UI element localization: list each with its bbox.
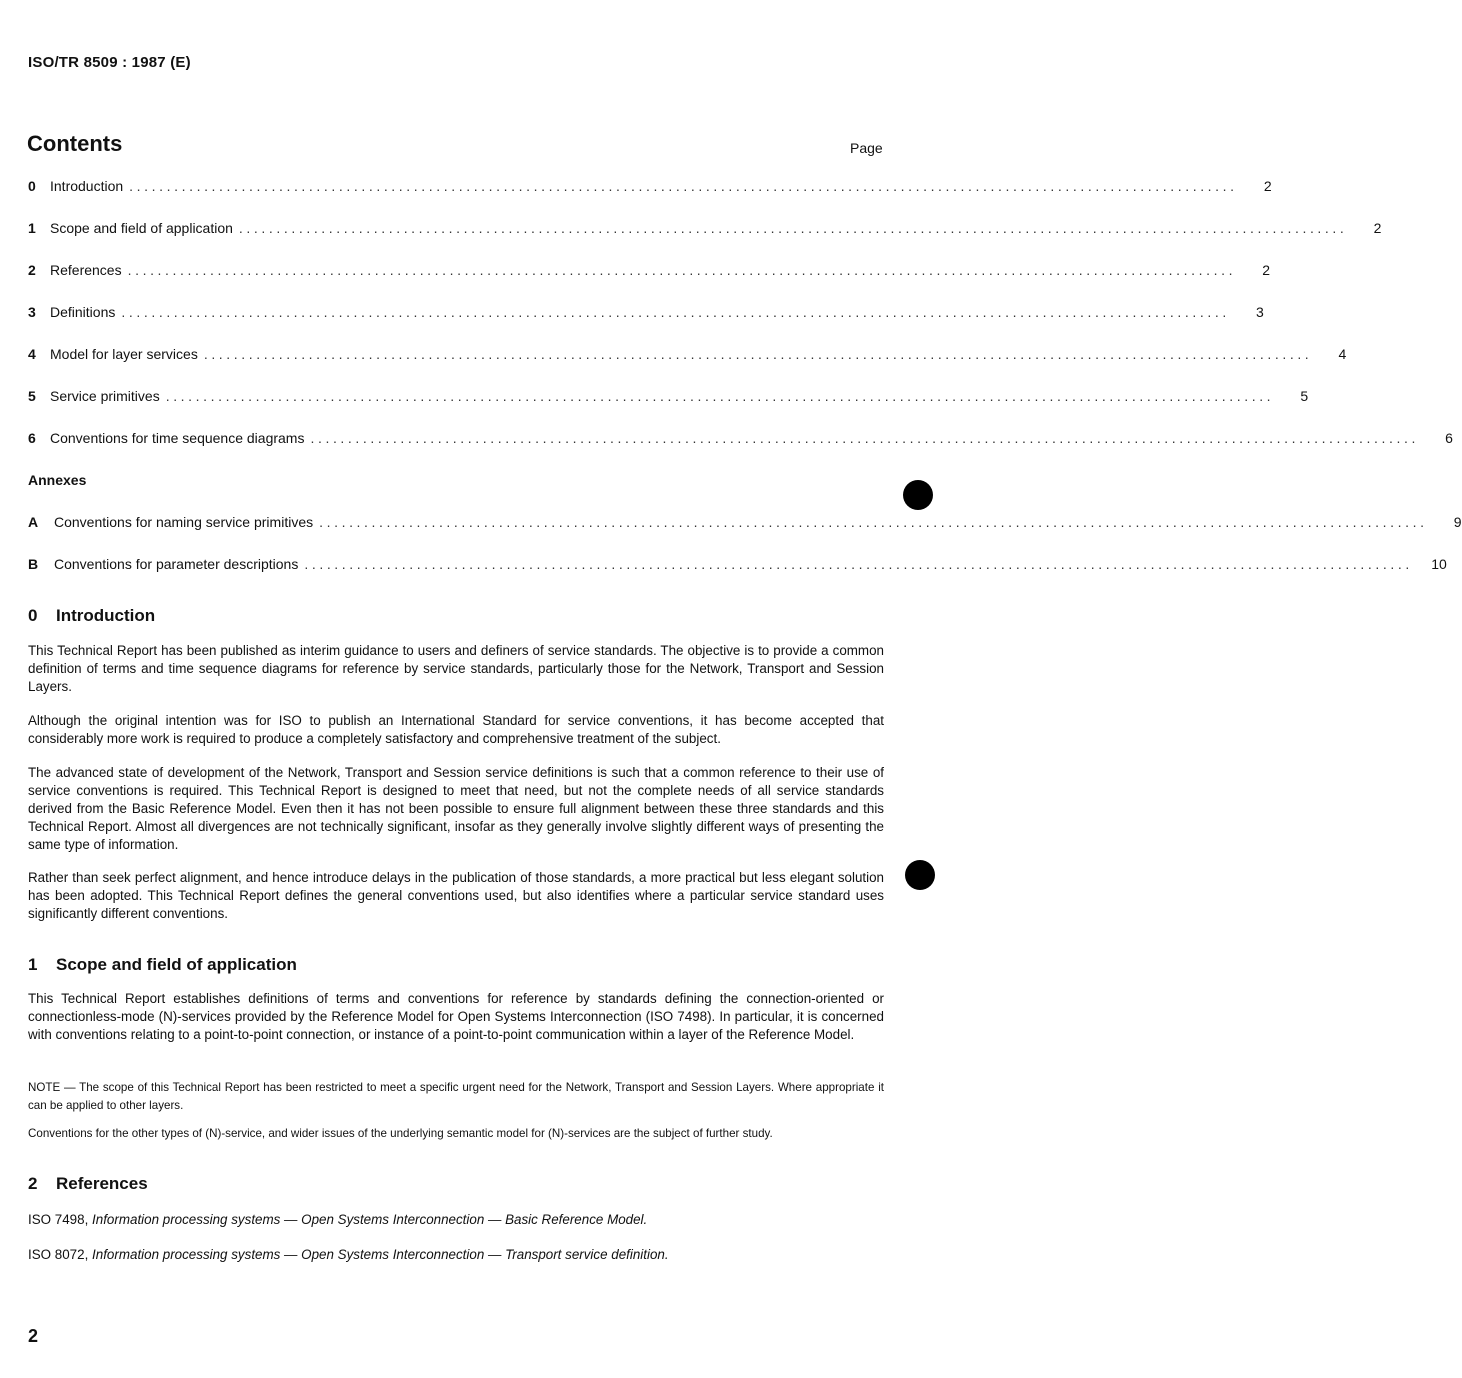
scope-paragraph: This Technical Report establishes definitions of terms and conventions for reference by standards defining the connection-oriented or connectionless-mode (N)-services provided by the Reference Model for Open Systems Interconnection (ISO 7498). In particular, it is concerned with conventions relating to a point-to-point connection, or instance of a point-to-point communication within a layer of the Reference Model. (28, 991, 884, 1042)
scope-note: NOTE — The scope of this Technical Report has been restricted to meet a specific urgent need for the Network, Transport and Session Layers. Where appropriate it can be applied to other layers. (28, 1081, 884, 1112)
section-title: Scope and field of application (56, 955, 297, 974)
toc-item-scope[interactable] (28, 220, 1382, 262)
toc-item-title: Scope and field of application (50, 220, 233, 236)
toc-annex-letter: B (28, 556, 39, 572)
toc-annex-page: 10 (1431, 556, 1447, 572)
toc-item-number: 1 (28, 220, 36, 236)
toc-annex-b[interactable] (28, 556, 1447, 598)
toc-annex-title: Conventions for parameter descriptions (54, 556, 299, 572)
toc-item-definitions[interactable] (28, 304, 1264, 346)
toc-leader-dots: .................................................................................................................................................... (238, 220, 1348, 236)
toc-leader-dots: .................................................................................................................................................... (304, 556, 1413, 572)
page-number: 2 (28, 1326, 39, 1346)
toc-item-introduction[interactable] (28, 178, 1272, 220)
section-number: 0 (28, 606, 38, 625)
section-number: 2 (28, 1174, 38, 1193)
toc-leader-dots: .................................................................................................................................................... (165, 388, 1275, 404)
toc-item-title: Service primitives (50, 388, 160, 404)
toc-item-number: 2 (28, 262, 36, 278)
toc-item-title: References (50, 262, 122, 278)
toc-leader-dots: .................................................................................................................................................... (310, 430, 1419, 446)
reference-code: ISO 8072, (28, 1247, 89, 1262)
introduction-paragraph-3: The advanced state of development of the Network, Transport and Session service definitions is such that a common reference to their use of service conventions is required. This Technical Report is designed to meet that need, but not the complete needs of all service standards derived from the Basic Reference Model. Even then it has not been possible to ensure full alignment between these three standards and this Technical Report. Almost all divergences are not technically significant, insofar as they generally involve slightly different ways of presenting the same type of information. (28, 765, 884, 852)
toc-item-title: Model for layer services (50, 346, 198, 362)
margin-bullet-icon (903, 480, 933, 510)
toc-item-page: 2 (1373, 220, 1382, 236)
document-id-header: ISO/TR 8509 : 1987 (E) (28, 54, 191, 71)
toc-item-page: 3 (1256, 304, 1264, 320)
toc-annex-page: 9 (1453, 514, 1462, 530)
toc-leader-dots: .................................................................................................................................................... (127, 262, 1237, 278)
contents-title: Contents (27, 131, 123, 156)
toc-item-title: Definitions (50, 304, 116, 320)
reference-title: Information processing systems — Open Systems Interconnection — Transport service definition. (92, 1247, 669, 1262)
contents-page-label: Page (850, 140, 883, 156)
toc-item-number: 4 (28, 346, 36, 362)
section-title: Introduction (56, 606, 156, 625)
toc-leader-dots: .................................................................................................................................................... (129, 178, 1238, 194)
introduction-paragraph-4: Rather than seek perfect alignment, and hence introduce delays in the publication of those standards, a more practical but less elegant solution has been adopted. This Technical Report defines the general conventions used, but also identifies where a particular service standard uses significantly different conventions. (28, 870, 884, 921)
toc-leader-dots: .................................................................................................................................................... (203, 346, 1313, 362)
introduction-paragraph-1: This Technical Report has been published as interim guidance to users and definers of service standards. The objective is to provide a common definition of terms and time sequence diagrams for reference by service standards, particularly those for the Network, Transport and Session Layers. (28, 643, 884, 694)
toc-annex-letter: A (28, 514, 39, 530)
toc-item-page: 4 (1338, 346, 1347, 362)
reference-item (28, 1246, 884, 1264)
introduction-heading (28, 606, 155, 626)
scope-note-continuation: Conventions for the other types of (N)-service, and wider issues of the underlying semantic model for (N)-services are the subject of further study. (28, 1127, 773, 1140)
toc-item-number: 6 (28, 430, 36, 446)
toc-item-references[interactable] (28, 262, 1271, 304)
toc-item-page: 6 (1445, 430, 1453, 446)
references-heading (28, 1174, 148, 1194)
toc-item-model-for-layer-services[interactable] (28, 346, 1347, 388)
margin-bullet-icon (905, 860, 935, 890)
annexes-title: Annexes (28, 472, 87, 488)
toc-item-number: 3 (28, 304, 36, 320)
toc-item-time-sequence-diagrams[interactable] (28, 430, 1453, 472)
toc-item-service-primitives[interactable] (28, 388, 1309, 430)
toc-item-number: 5 (28, 388, 36, 404)
introduction-paragraph-2: Although the original intention was for ISO to publish an International Standard for service conventions, it has become accepted that considerably more work is required to produce a completely satisfactory and comprehensive treatment of the subject. (28, 713, 884, 746)
toc-leader-dots: .................................................................................................................................................... (319, 514, 1428, 530)
reference-code: ISO 7498, (28, 1212, 89, 1227)
toc-annex-title: Conventions for naming service primitives (54, 514, 314, 530)
table-of-contents (28, 178, 1462, 598)
toc-item-page: 5 (1300, 388, 1309, 404)
toc-item-title: Conventions for time sequence diagrams (50, 430, 305, 446)
reference-title: Information processing systems — Open Systems Interconnection — Basic Reference Model. (92, 1212, 648, 1227)
toc-leader-dots: .................................................................................................................................................... (121, 304, 1230, 320)
toc-item-page: 2 (1263, 178, 1272, 194)
reference-item (28, 1211, 884, 1229)
toc-item-number: 0 (28, 178, 36, 194)
section-number: 1 (28, 955, 38, 974)
toc-item-title: Introduction (50, 178, 124, 194)
toc-annex-a[interactable] (28, 514, 1462, 556)
section-title: References (56, 1174, 148, 1193)
scope-heading (28, 955, 297, 975)
toc-item-page: 2 (1262, 262, 1271, 278)
